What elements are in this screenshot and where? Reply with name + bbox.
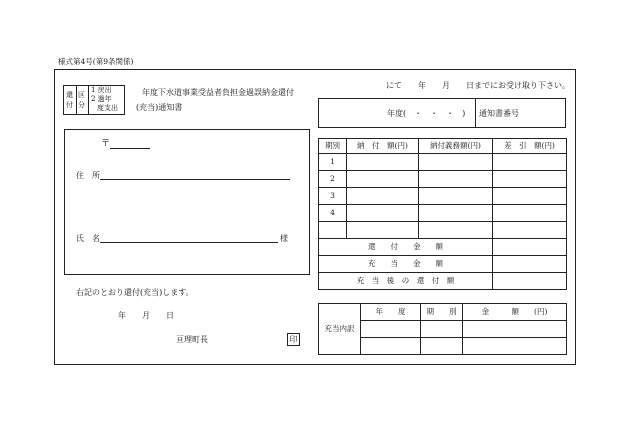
allocation-side-label: 充当内訳 <box>319 304 361 355</box>
summary-row-allocation <box>319 256 567 273</box>
cell[interactable] <box>419 205 493 222</box>
cell[interactable] <box>493 171 567 188</box>
table-row <box>319 205 567 222</box>
table-row <box>319 171 567 188</box>
row-number: 4 <box>319 205 347 222</box>
kubun-option-3: 度支出 <box>97 104 118 112</box>
postal-mark: 〒 <box>101 139 111 149</box>
row-number: 2 <box>319 171 347 188</box>
issue-date-line: 年 月 日 <box>118 311 174 320</box>
notice-number-label: 通知書番号 <box>479 109 519 118</box>
notice-number-box <box>318 98 566 128</box>
cell[interactable] <box>361 338 421 355</box>
cell[interactable] <box>493 188 567 205</box>
name-line[interactable] <box>100 242 278 243</box>
cell[interactable] <box>419 222 493 239</box>
cell[interactable] <box>493 239 567 256</box>
cell[interactable] <box>493 154 567 171</box>
summary-row-refund <box>319 239 567 256</box>
row-number: 1 <box>319 154 347 171</box>
kubun-option-2: 2 過年 <box>91 95 112 103</box>
mayor-title: 亘理町長 <box>176 335 208 344</box>
cell[interactable] <box>347 222 419 239</box>
kubun-option-1: 1 戻出 <box>91 86 112 94</box>
cell[interactable] <box>419 154 493 171</box>
seal-mark: 印 <box>287 333 300 346</box>
address-line[interactable] <box>100 179 290 180</box>
postal-code-line[interactable] <box>110 148 150 149</box>
cell[interactable] <box>347 205 419 222</box>
address-label: 住 所 <box>76 171 100 180</box>
table-row <box>319 188 567 205</box>
summary-row-net <box>319 273 567 290</box>
table-row <box>319 222 567 239</box>
allocation-header <box>319 304 567 321</box>
cell[interactable] <box>493 273 567 290</box>
header-gimu: 納付義務額(円) <box>419 139 493 154</box>
address-box <box>64 129 310 275</box>
kubun-box <box>63 85 125 115</box>
header-kibetsu: 期別 <box>319 139 347 154</box>
refund-table-header <box>319 139 567 154</box>
cell[interactable] <box>463 338 567 355</box>
kubun-label-col2: 区分 <box>78 91 85 109</box>
cell[interactable] <box>361 321 421 338</box>
receipt-notice: にて 年 月 日までにお受け取り下さい。 <box>386 81 570 90</box>
cell[interactable] <box>493 205 567 222</box>
kubun-label-col1: 還付 <box>66 91 73 109</box>
form-title-line1: 年度下水道事業受益者負担金過誤納金還付 <box>142 88 294 97</box>
row-number: 3 <box>319 188 347 205</box>
nendo-label: 年度( ・ ・ ・ ) <box>387 109 466 118</box>
cell[interactable] <box>347 188 419 205</box>
header-noufu: 納 付 額(円) <box>347 139 419 154</box>
header-nendo: 年 度 <box>361 304 421 321</box>
cell[interactable] <box>419 188 493 205</box>
header-kibetsu: 期 別 <box>421 304 463 321</box>
cell[interactable] <box>347 154 419 171</box>
form-number: 様式第4号(第9条関係) <box>58 57 134 66</box>
cell[interactable] <box>493 222 567 239</box>
summary-label-allocation: 充 当 金 額 <box>319 256 493 273</box>
form-title-line2: (充当)通知書 <box>136 103 183 112</box>
cell[interactable] <box>493 256 567 273</box>
honorific: 様 <box>280 234 288 243</box>
refund-table <box>318 138 567 290</box>
cell[interactable] <box>347 171 419 188</box>
summary-label-net: 充 当 後 の 還 付 額 <box>319 273 493 290</box>
cell[interactable] <box>421 338 463 355</box>
cell[interactable] <box>421 321 463 338</box>
cell[interactable] <box>419 171 493 188</box>
header-sashihiki: 差 引 額(円) <box>493 139 567 154</box>
name-label: 氏 名 <box>76 234 100 243</box>
table-row <box>319 154 567 171</box>
header-kingaku: 金 額 (円) <box>463 304 567 321</box>
refund-statement: 右記のとおり還付(充当)します。 <box>76 288 194 297</box>
row-number <box>319 222 347 239</box>
summary-label-refund: 還 付 金 額 <box>319 239 493 256</box>
cell[interactable] <box>463 321 567 338</box>
allocation-table <box>318 303 567 355</box>
